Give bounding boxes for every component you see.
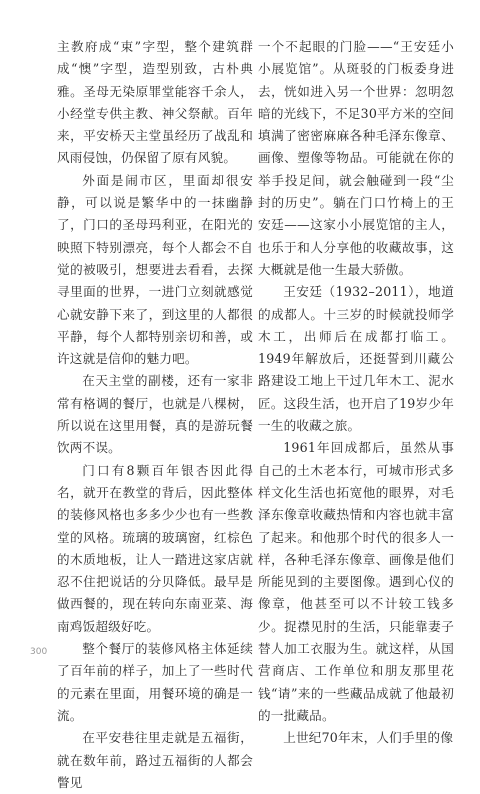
paragraph: 一个不起眼的门脸——“王安廷小小展览馆”。从斑驳的门板委身进去，恍如进入另一个世界：忽明忽暗的光线下，不足30平方米的空间填满了密密麻麻各种毛泽东像章、画像、塑像等物品。可能就在你的举手投足间，就会触碰到一段“尘封的历史”。躺在门口竹椅上的王安廷——这家小小展览馆的主人，也乐于和人分享他的收藏故事，这大概就是他一生最大骄傲。 (258, 39, 454, 277)
paragraph: 整个餐厅的装修风格主体延续了百年前的样子，加上了一些时代的元素在里面，用餐环境的确是一流。 (57, 641, 253, 723)
paragraph: 在平安巷往里走就是五福街，就在数年前，路过五福街的人都会瞥见 (57, 730, 253, 790)
paragraph: 门口有8颗百年银杏因此得名，就开在教堂的背后，因此整体的装修风格也多多少少也有一些教堂的风格。琉璃的玻璃窗，红棕色的木质地板，让人一踏进这家店就忍不住把说话的分贝降低。最早是做西餐的，现在转向东南亚菜、海南鸡饭超级好吃。 (57, 462, 253, 634)
paragraph: 王安廷（1932–2011），地道的成都人。十三岁的时候就投师学木工，出师后在成都打临工。1949年解放后，还挺誓到川藏公路建设工地上干过几年木工、泥水匠。这段生活，也开启了19岁少年一生的收藏之旅。 (258, 284, 454, 434)
paragraph: 在天主堂的副楼，还有一家非常有格调的餐厅，也就是八棵树，所以说在这里用餐，真的是游玩餐饮两不误。 (57, 373, 253, 456)
right-column (258, 36, 454, 750)
paragraph: 外面是闹市区，里面却很安静，可以说是繁华中的一抹幽静了，门口的圣母玛利亚，在阳光的映照下特别漂亮，每个人都会不自觉的被吸引，想要进去看看，去探寻里面的世界，一进门立刻就感觉心就安静下来了，到这里的人都很平静，每个人都特别亲切和善，或许这就是信仰的魅力吧。 (57, 172, 253, 367)
left-column (57, 36, 253, 794)
page-number: 300 (30, 647, 48, 657)
paragraph: 主教府成“束”字型，整个建筑群成“懊”字型，造型别致，古朴典雅。圣母无染原罪堂能容千余人，小经堂专供主教、神父祭献。百年来，平安桥天主堂虽经历了战乱和风雨侵蚀，仍保留了原有风貌。 (57, 39, 253, 166)
paragraph: 上世纪70年末，人们手里的像 (283, 730, 454, 746)
paragraph: 1961年回成都后，虽然从事自己的土木老本行，可城市形式多样文化生活也拓宽他的眼界，对毛泽东像章收藏热情和内容也就丰富了起来。和他那个时代的很多人一样，各种毛泽东像章、画像是他们所能见到的主要图像。遇到心仪的像章，他甚至可以不计较工钱多少。捉襟见肘的生活，只能靠妻子替人加工衣服为生。就这样，从国营商店、工作单位和朋友那里花钱“请”来的一些藏品成就了他最初的一批藏品。 (258, 440, 454, 723)
